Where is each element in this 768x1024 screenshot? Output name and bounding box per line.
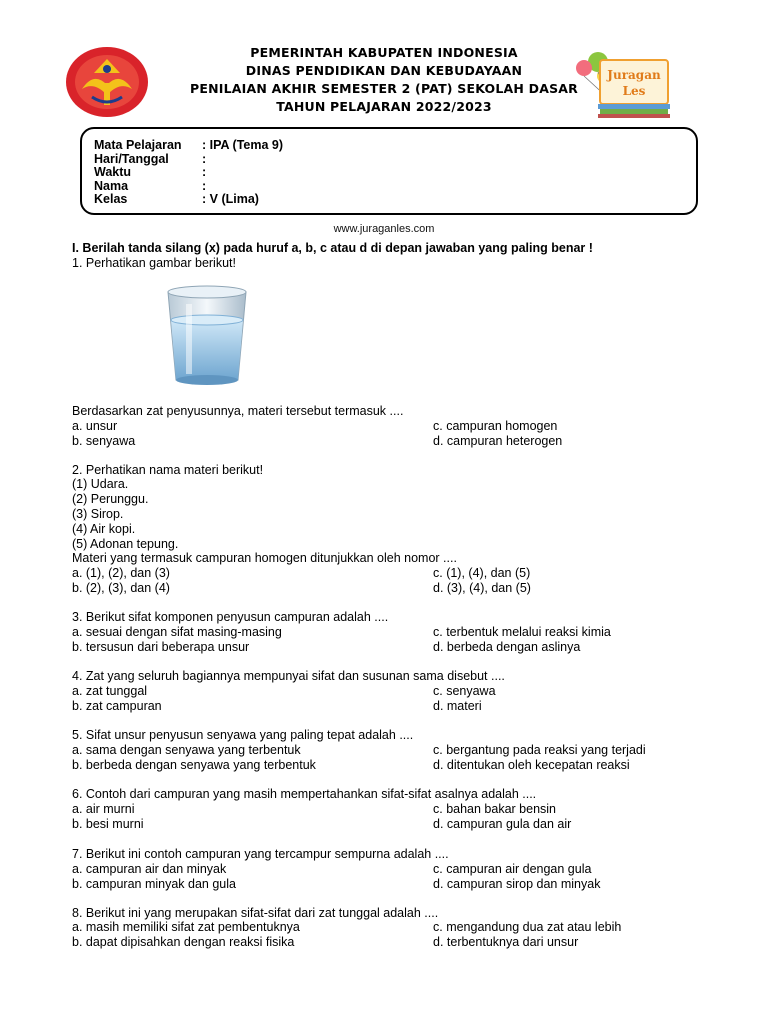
water-glass-image: [136, 284, 258, 392]
section-instruction: I. Berilah tanda silang (x) pada huruf a, b, c atau d di depan jawaban yang paling benar !: [72, 241, 593, 255]
q6-option-d[interactable]: d. campuran gula dan air: [433, 817, 572, 831]
q4-option-b[interactable]: b. zat campuran: [72, 699, 162, 713]
q6-option-c[interactable]: c. bahan bakar bensin: [433, 802, 557, 816]
q2-intro: 2. Perhatikan nama materi berikut!: [72, 463, 264, 477]
q5-option-c[interactable]: c. bergantung pada reaksi yang terjadi: [433, 743, 646, 757]
q1-option-c[interactable]: c. campuran homogen: [433, 419, 558, 433]
q3-stem: 3. Berikut sifat komponen penyusun campuran adalah ....: [72, 610, 389, 624]
q5-option-a[interactable]: a. sama dengan senyawa yang terbentuk: [72, 743, 301, 757]
website-url: www.juraganles.com: [333, 223, 435, 235]
info-row-class: [94, 192, 259, 206]
q8-stem: 8. Berikut ini yang merupakan sifat-sifat dari zat tunggal adalah ....: [72, 906, 439, 920]
q5-option-b[interactable]: b. berbeda dengan senyawa yang terbentuk: [72, 758, 316, 772]
q4-option-d[interactable]: d. materi: [433, 699, 482, 713]
info-value: :: [202, 152, 207, 166]
q4-option-c[interactable]: c. senyawa: [433, 684, 496, 698]
q6-stem: 6. Contoh dari campuran yang masih mempertahankan sifat-sifat asalnya adalah ....: [72, 787, 537, 801]
q7-stem: 7. Berikut ini contoh campuran yang tercampur sempurna adalah ....: [72, 847, 449, 861]
q1-option-b[interactable]: b. senyawa: [72, 434, 136, 448]
q1-option-d[interactable]: d. campuran heterogen: [433, 434, 563, 448]
q7-option-c[interactable]: c. campuran air dengan gula: [433, 862, 592, 876]
logo-text-juragan: Juragan: [607, 68, 661, 82]
q3-option-a[interactable]: a. sesuai dengan sifat masing-masing: [72, 625, 282, 639]
info-value: :: [202, 165, 207, 179]
q2-option-d[interactable]: d. (3), (4), dan (5): [433, 581, 531, 595]
header-line-2: DINAS PENDIDIKAN DAN KEBUDAYAAN: [245, 63, 523, 78]
info-value: : IPA (Tema 9): [202, 138, 284, 152]
info-row-time: [94, 165, 206, 179]
q7-option-d[interactable]: d. campuran sirop dan minyak: [433, 877, 601, 891]
q8-option-b[interactable]: b. dapat dipisahkan dengan reaksi fisika: [72, 935, 295, 949]
q2-item: (4) Air kopi.: [72, 522, 136, 536]
info-label: Hari/Tanggal: [94, 152, 169, 166]
q8-option-c[interactable]: c. mengandung dua zat atau lebih: [433, 920, 622, 934]
q7-option-b[interactable]: b. campuran minyak dan gula: [72, 877, 236, 891]
q4-stem: 4. Zat yang seluruh bagiannya mempunyai sifat dan susunan sama disebut ....: [72, 669, 505, 683]
info-label: Waktu: [94, 165, 132, 179]
q4-option-a[interactable]: a. zat tunggal: [72, 684, 148, 698]
q2-option-a[interactable]: a. (1), (2), dan (3): [72, 566, 170, 580]
q8-option-a[interactable]: a. masih memiliki sifat zat pembentuknya: [72, 920, 300, 934]
q2-stem: Materi yang termasuk campuran homogen ditunjukkan oleh nomor ....: [72, 551, 457, 565]
q2-item: (1) Udara.: [72, 477, 129, 491]
document-header: [0, 44, 768, 116]
info-value: :: [202, 179, 207, 193]
info-label: Nama: [94, 179, 129, 193]
q8-option-d[interactable]: d. terbentuknya dari unsur: [433, 935, 579, 949]
q2-option-c[interactable]: c. (1), (4), dan (5): [433, 566, 531, 580]
q6-option-a[interactable]: a. air murni: [72, 802, 135, 816]
info-value: : V (Lima): [202, 192, 259, 206]
q3-option-b[interactable]: b. tersusun dari beberapa unsur: [72, 640, 250, 654]
q7-option-a[interactable]: a. campuran air dan minyak: [72, 862, 227, 876]
q1-stem: Berdasarkan zat penyusunnya, materi tersebut termasuk ....: [72, 404, 404, 418]
q5-stem: 5. Sifat unsur penyusun senyawa yang paling tepat adalah ....: [72, 728, 414, 742]
q2-option-b[interactable]: b. (2), (3), dan (4): [72, 581, 170, 595]
header-line-4: TAHUN PELAJARAN 2022/2023: [276, 99, 492, 114]
header-line-3: PENILAIAN AKHIR SEMESTER 2 (PAT) SEKOLAH DASAR: [190, 81, 578, 96]
info-label: Mata Pelajaran: [94, 138, 182, 152]
q2-item: (2) Perunggu.: [72, 492, 149, 506]
logo-text-les: Les: [622, 84, 646, 98]
q6-option-b[interactable]: b. besi murni: [72, 817, 144, 831]
info-row-name: [94, 179, 206, 193]
info-row-subject: [94, 138, 283, 152]
q5-option-d[interactable]: d. ditentukan oleh kecepatan reaksi: [433, 758, 630, 772]
q3-option-d[interactable]: d. berbeda dengan aslinya: [433, 640, 581, 654]
q1-intro: 1. Perhatikan gambar berikut!: [72, 256, 236, 270]
info-row-date: [94, 152, 206, 166]
q2-item: (5) Adonan tepung.: [72, 537, 179, 551]
info-label: Kelas: [94, 192, 128, 206]
q1-option-a[interactable]: a. unsur: [72, 419, 118, 433]
header-line-1: PEMERINTAH KABUPATEN INDONESIA: [250, 45, 518, 60]
q2-item: (3) Sirop.: [72, 507, 124, 521]
q3-option-c[interactable]: c. terbentuk melalui reaksi kimia: [433, 625, 611, 639]
